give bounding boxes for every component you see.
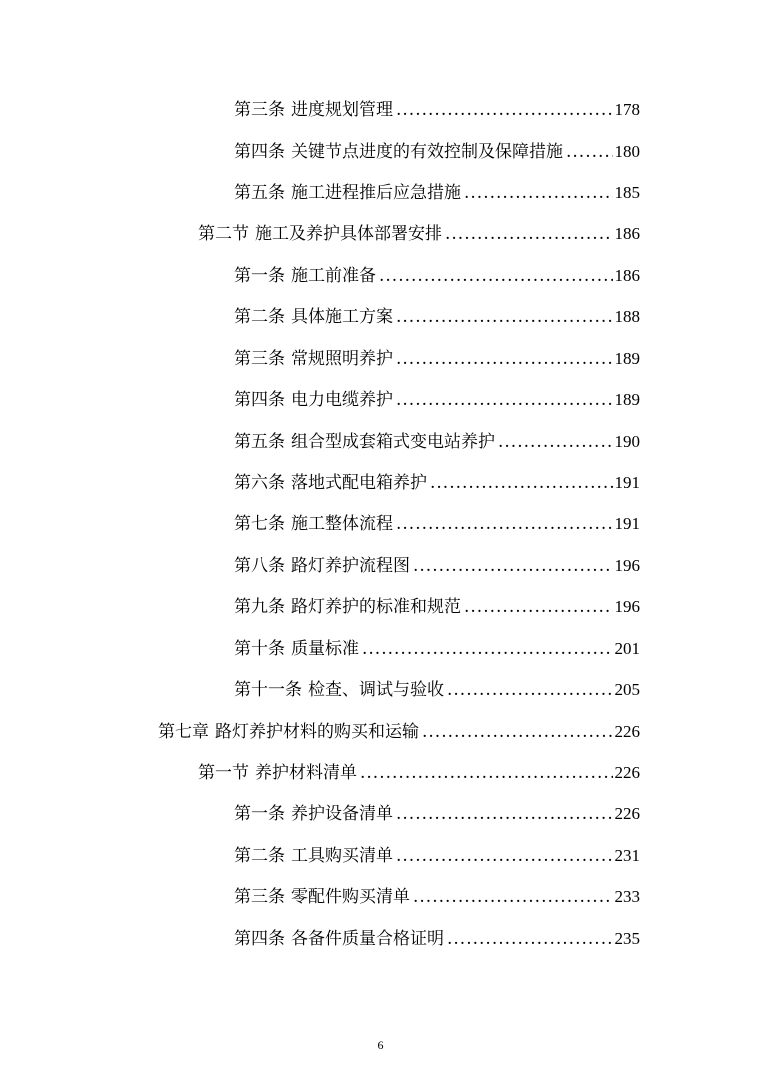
toc-entry-title: 检查、调试与验收 [308, 680, 444, 700]
toc-entry-title: 施工整体流程 [291, 514, 393, 534]
toc-entry-number: 第二节 [198, 224, 249, 244]
toc-entry-number: 第二条 [234, 307, 285, 327]
toc-entry-page: 191 [614, 473, 640, 492]
toc-entry[interactable] [234, 925, 640, 953]
toc-entry-number: 第三条 [234, 100, 285, 120]
toc-entry-page: 189 [614, 390, 640, 409]
toc-entry[interactable] [234, 386, 640, 414]
toc-entry[interactable] [234, 469, 640, 497]
toc-entry[interactable] [234, 179, 640, 207]
toc-dot-leader [413, 552, 613, 580]
toc-entry[interactable] [234, 593, 640, 621]
toc-dot-leader [362, 635, 613, 663]
toc-entry-page: 190 [614, 432, 640, 451]
page-number: 6 [377, 1038, 384, 1052]
toc-entry[interactable] [234, 510, 640, 538]
toc-entry-page: 186 [614, 266, 640, 285]
toc-entry-title: 路灯养护流程图 [291, 556, 410, 576]
toc-entry-number: 第十一条 [234, 680, 302, 700]
toc-dot-leader [445, 220, 613, 248]
toc-entry-page: 226 [614, 804, 640, 823]
toc-entry-title: 质量标准 [291, 639, 359, 659]
toc-entry-page: 178 [614, 100, 640, 119]
toc-dot-leader [447, 676, 613, 704]
toc-entry-page: 185 [614, 183, 640, 202]
toc-entry-page: 231 [614, 846, 640, 865]
toc-entry-number: 第七条 [234, 514, 285, 534]
toc-entry-title: 工具购买清单 [291, 846, 393, 866]
toc-entry-number: 第六条 [234, 473, 285, 493]
toc-entry-number: 第四条 [234, 142, 285, 162]
toc-entry-page: 233 [614, 887, 640, 906]
toc-entry-page: 205 [614, 680, 640, 699]
toc-entry-number: 第三条 [234, 349, 285, 369]
toc-entry-title: 零配件购买清单 [291, 887, 410, 907]
toc-entry-title: 关键节点进度的有效控制及保障措施 [291, 142, 563, 162]
toc-entry[interactable] [234, 635, 640, 663]
toc-entry-page: 180 [614, 142, 640, 161]
toc-entry-title: 施工进程推后应急措施 [291, 183, 461, 203]
toc-entry[interactable] [234, 552, 640, 580]
toc-entry[interactable] [198, 759, 640, 787]
toc-entry[interactable] [158, 718, 640, 746]
toc-dot-leader [422, 718, 613, 746]
toc-dot-leader [396, 345, 613, 373]
toc-entry-title: 施工前准备 [291, 266, 376, 286]
toc-entry-page: 196 [614, 597, 640, 616]
toc-entry-title: 施工及养护具体部署安排 [255, 224, 442, 244]
toc-entry-page: 188 [614, 307, 640, 326]
toc-entry[interactable] [198, 220, 640, 248]
toc-dot-leader [396, 96, 613, 124]
toc-entry-title: 具体施工方案 [291, 307, 393, 327]
toc-dot-leader [430, 469, 613, 497]
toc-dot-leader [396, 510, 613, 538]
toc-dot-leader [447, 925, 613, 953]
toc-entry-number: 第五条 [234, 432, 285, 452]
toc-dot-leader [498, 428, 613, 456]
toc-entry-page: 186 [614, 224, 640, 243]
toc-entry-title: 常规照明养护 [291, 349, 393, 369]
toc-entry[interactable] [234, 428, 640, 456]
toc-dot-leader [464, 179, 613, 207]
toc-entry-title: 养护设备清单 [291, 804, 393, 824]
toc-dot-leader [413, 883, 613, 911]
toc-entry-title: 路灯养护材料的购买和运输 [215, 722, 419, 742]
toc-entry-number: 第四条 [234, 390, 285, 410]
toc-entry-title: 电力电缆养护 [291, 390, 393, 410]
toc-entry-number: 第三条 [234, 887, 285, 907]
toc-entry-page: 189 [614, 349, 640, 368]
toc-entry[interactable] [234, 883, 640, 911]
toc-entry-page: 196 [614, 556, 640, 575]
toc-dot-leader [360, 759, 613, 787]
toc-entry[interactable] [234, 345, 640, 373]
toc-entry-number: 第五条 [234, 183, 285, 203]
toc-entry-page: 226 [614, 763, 640, 782]
toc-entry-page: 191 [614, 514, 640, 533]
toc-entry[interactable] [234, 800, 640, 828]
toc-entry-number: 第一条 [234, 804, 285, 824]
toc-entry-title: 养护材料清单 [255, 763, 357, 783]
toc-entry[interactable] [234, 262, 640, 290]
toc-entry[interactable] [234, 138, 640, 166]
toc-entry-title: 进度规划管理 [291, 100, 393, 120]
toc-entry-title: 落地式配电箱养护 [291, 473, 427, 493]
toc-entry[interactable] [234, 303, 640, 331]
toc-entry-number: 第一条 [234, 266, 285, 286]
toc-dot-leader [396, 842, 613, 870]
toc-entry-number: 第一节 [198, 763, 249, 783]
toc-dot-leader [566, 138, 613, 166]
toc-entry[interactable] [234, 96, 640, 124]
toc-entry-number: 第四条 [234, 929, 285, 949]
toc-entry-title: 路灯养护的标准和规范 [291, 597, 461, 617]
toc-entry-number: 第九条 [234, 597, 285, 617]
toc-dot-leader [379, 262, 613, 290]
toc-entry-number: 第七章 [158, 722, 209, 742]
toc-entry-title: 组合型成套箱式变电站养护 [291, 432, 495, 452]
toc-dot-leader [396, 303, 613, 331]
toc-entry-number: 第八条 [234, 556, 285, 576]
toc-entry-title: 各备件质量合格证明 [291, 929, 444, 949]
toc-entry-number: 第二条 [234, 846, 285, 866]
toc-entry-page: 235 [614, 929, 640, 948]
toc-entry[interactable] [234, 676, 640, 704]
toc-entry-page: 226 [614, 722, 640, 741]
toc-dot-leader [464, 593, 613, 621]
toc-entry-page: 201 [614, 639, 640, 658]
toc-dot-leader [396, 800, 613, 828]
toc-entry[interactable] [234, 842, 640, 870]
toc-entry-number: 第十条 [234, 639, 285, 659]
toc-dot-leader [396, 386, 613, 414]
